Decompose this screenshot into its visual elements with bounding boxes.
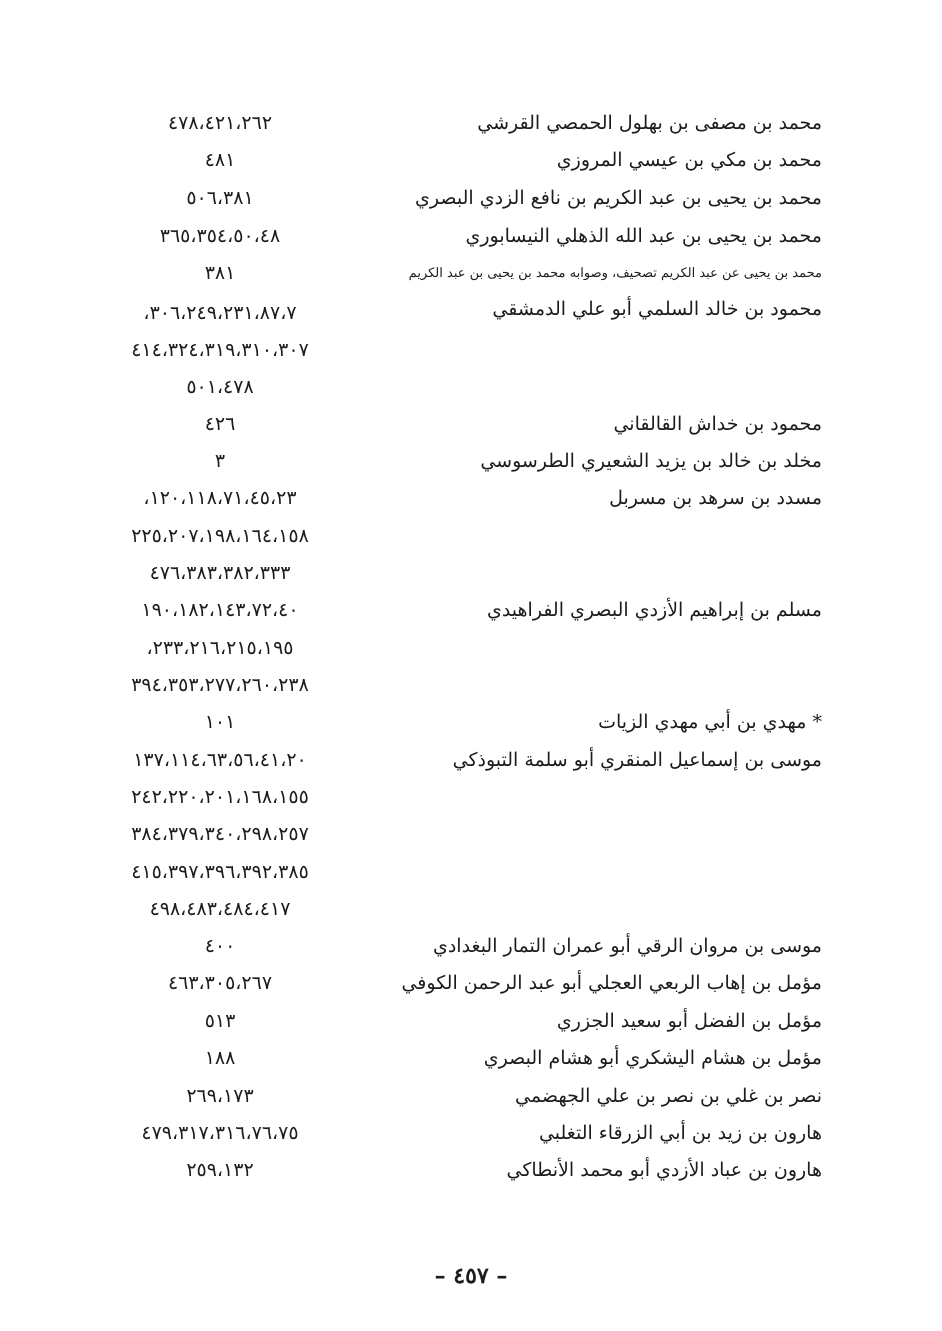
entry-pages: ٤٢٦ [204,413,236,435]
entry-pages: ٤٧٨،٤٢١،٢٦٢ [167,112,273,134]
entry-name: مؤمل بن إهاب الربعي العجلي أبو عبد الرحمن الكوفي [401,972,822,994]
entry-pages-continued: ٤٧٦،٣٨٣،٣٨٢،٣٣٣ [149,562,291,584]
page-number: – ٤٥٧ – [434,1263,508,1289]
entry-name: مسدد بن سرهد بن مسربل [609,487,822,509]
entry-name: * مهدي بن أبي مهدي الزيات [598,711,822,733]
entry-name: مسلم بن إبراهيم الأزدي البصري الفراهيدي [486,599,822,621]
entry-pages: ٣٠٦،٢٤٩،٢٣١،٨٧،٧، [143,302,297,324]
entry-pages-continued: ٤١٥،٣٩٧،٣٩٦،٣٩٢،٣٨٥ [131,861,309,883]
entry-note: محمد بن يحيى عن عبد الكريم تصحيف، وصوابه محمد بن يحيى بن عبد الكريم [408,266,822,281]
entry-name: هارون بن عباد الأزدي أبو محمد الأنطاكي [506,1159,822,1181]
entry-pages: ٥١٣ [204,1010,236,1032]
entry-pages-continued: ٣٨٤،٣٧٩،٣٤٠،٢٩٨،٢٥٧ [131,823,309,845]
entry-pages: ١٢٠،١١٨،٧١،٤٥،٢٣، [143,487,297,509]
entry-name: موسى بن مروان الرقي أبو عمران التمار البغدادي [432,935,822,957]
entry-pages: ٤٦٣،٣٠٥،٢٦٧ [167,972,273,994]
entry-name: محمد بن يحيى بن عبد الله الذهلي النيسابوري [465,225,822,247]
entry-pages: ٣ [214,450,226,472]
entry-pages: ١٩٠،١٨٢،١٤٣،٧٢،٤٠ [141,599,299,621]
entry-name: محمود بن خالد السلمي أبو علي الدمشقي [492,298,822,320]
entry-name: مؤمل بن الفضل أبو سعيد الجزري [556,1010,822,1032]
entry-name: نصر بن غلي بن نصر بن علي الجهضمي [515,1085,822,1107]
entry-pages: ٢٦٩،١٧٣ [186,1085,254,1107]
entry-pages-continued: ٥٠١،٤٧٨ [186,376,254,398]
entry-pages: ٤٧٩،٣١٧،٣١٦،٧٦،٧٥ [141,1122,299,1144]
entry-pages: ٤٠٠ [204,935,236,957]
entry-name: محمد بن مكي بن عيسي المروزي [556,149,822,171]
entry-pages: ١٨٨ [204,1047,236,1069]
entry-pages: ٢٥٩،١٣٢ [186,1159,254,1181]
entry-pages-continued: ٤١٤،٣٢٤،٣١٩،٣١٠،٣٠٧ [131,339,309,361]
entry-pages: ٣٦٥،٣٥٤،٥٠،٤٨ [159,225,281,247]
entry-pages-continued: ٣٩٤،٣٥٣،٢٧٧،٢٦٠،٢٣٨ [131,674,309,696]
entry-name: محمد بن مصفى بن بهلول الحمصي القرشي [477,112,822,134]
entry-pages: ٤٨١ [204,149,236,171]
entry-pages: ١٠١ [204,711,236,733]
entry-pages-continued: ٢٣٣،٢١٦،٢١٥،١٩٥، [146,637,294,659]
entry-pages-continued: ٤٩٨،٤٨٣،٤٨٤،٤١٧ [149,898,291,920]
entry-pages: ١٣٧،١١٤،٦٣،٥٦،٤١،٢٠ [133,749,307,771]
entry-pages-continued: ٢٢٥،٢٠٧،١٩٨،١٦٤،١٥٨ [131,525,309,547]
entry-name: محمود بن خداش القالقاني [613,413,822,435]
entry-pages: ٣٨١ [204,262,236,284]
entry-pages: ٥٠٦،٣٨١ [186,187,254,209]
entry-name: مؤمل بن هشام اليشكري أبو هشام البصري [483,1047,822,1069]
entry-name: هارون بن زيد بن أبي الزرقاء التغلبي [538,1122,822,1144]
entry-name: محمد بن يحيى بن عبد الكريم بن نافع الزدي البصري [415,187,822,209]
entry-name: موسى بن إسماعيل المنقري أبو سلمة التبوذكي [452,749,822,771]
entry-pages-continued: ٢٤٢،٢٢٠،٢٠١،١٦٨،١٥٥ [131,786,309,808]
entry-name: مخلد بن خالد بن يزيد الشعيري الطرسوسي [480,450,822,472]
